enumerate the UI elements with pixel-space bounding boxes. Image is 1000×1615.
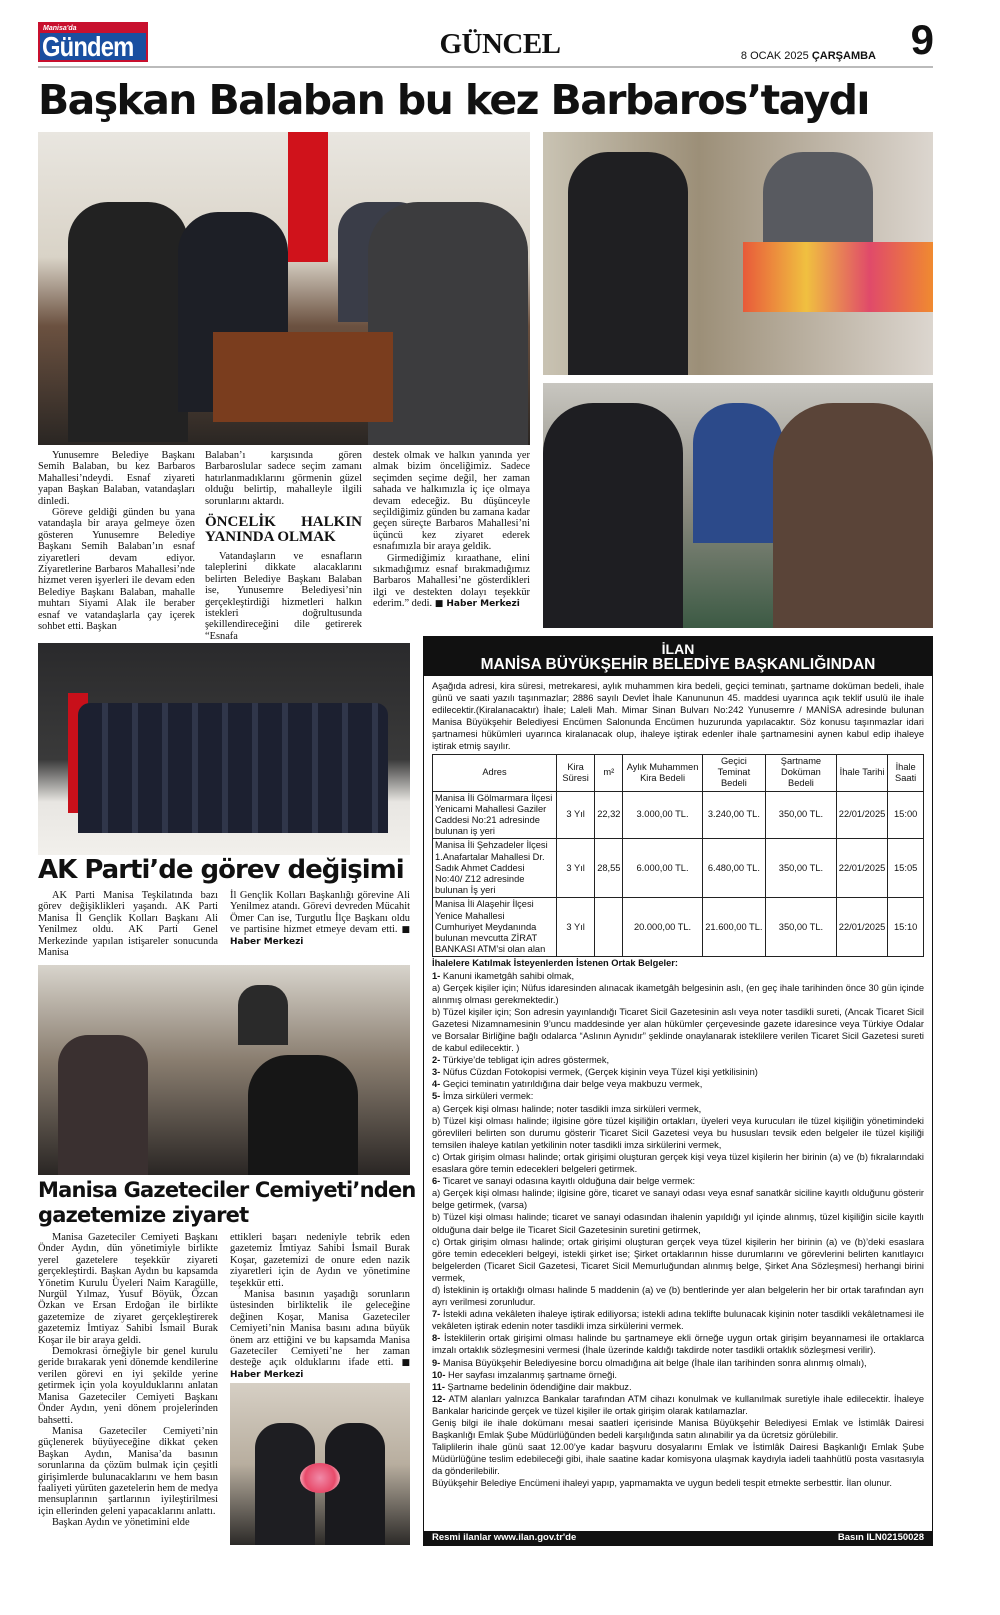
requirement-item (432, 1211, 924, 1235)
requirement-item (432, 1393, 924, 1417)
requirement-text: İstekli adına vekâleten ihaleye iştirak ediliyorsa; istekli adına teklifte bulunacak kişinin noter tasdikli vekâletnamesi ile vekâleten iştirak edenin noter tasdikli imza sirkülerini vermek. (432, 1309, 924, 1332)
table-cell: 3 Yıl (557, 839, 595, 898)
paragraph: Balaban’ı karşısında gören Barbaroslular sadece seçim zamanı hatırlanmadıklarını görmenin güzel olduğu belirtip, mahalleyle ilgili sorunlarını aktardı. (205, 450, 362, 507)
column-header: m² (595, 755, 623, 792)
requirement-text: Nüfus Cüzdan Fotokopisi vermek, (Gerçek kişinin veya Tüzel kişi yetkilisinin) (442, 1067, 758, 1078)
photo-handshake (543, 383, 933, 628)
requirement-text: b) Tüzel kişi olması halinde; ticaret ve sanayi odasından ihalenin yapıldığı yıl içinde alınmış, tüzel kişiliğin sicile kayıtlı olduğuna dair belge ile Ticaret Sicil Gazetesinin suretini getirmek, (432, 1212, 924, 1235)
requirement-item (432, 1151, 924, 1175)
requirement-text: Manisa Büyükşehir Belediyesine borcu olmadığına ait belge (İhale ilan tarihinden sonra alınmış olmalı), (442, 1357, 867, 1368)
requirement-number: 5- (432, 1091, 441, 1102)
requirement-item (432, 1236, 924, 1284)
notice-header (424, 637, 932, 676)
flower-bouquet-image (300, 1463, 340, 1493)
requirement-item (432, 982, 924, 1006)
table-cell: 350,00 TL. (766, 839, 837, 898)
person-silhouette (68, 202, 188, 442)
paragraph: ettikleri başarı nedeniyle tebrik eden gazetemiz İmtiyaz Sahibi İsmail Burak Koşar, gazetemizi de onure eden nazik ziyaretleri için de Aydın ve yönetimine teşekkür etti. (230, 1232, 410, 1289)
section-title: GÜNCEL (439, 28, 561, 60)
table-row (433, 791, 924, 839)
requirement-text: b) Tüzel kişiler için; Son adresin yayınlandığı Ticaret Sicil Gazetesinin aslı veya noter tasdikli sureti, (Ancak Ticaret Sicil Gazetesi Nizamnamesinin 9’uncu maddesinde yer alan hükümler çerçevesinde gazete idaresince veya Türkiye Odalar ve Borsalar Birliğine bağlı odalarca “Aslının Aynıdır” şeklinde onaylanarak isteklilere verilen Ticaret Sicil Gazetesi sureti de kabul edilecektir. ) (432, 1006, 924, 1054)
person-silhouette (58, 1035, 148, 1175)
group-silhouette (78, 703, 388, 833)
table-row (433, 839, 924, 898)
notice-footer-code: Basın ILN02150028 (837, 1532, 924, 1543)
requirement-text: c) Ortak girişim olması halinde; ortak girişimi oluşturan gerçek veya tüzel kişilerin her birinin (a) ve (b)’deki esaslara göre temin edecekleri belgeyi, istekli şirket ise; Şirket ortaklarının hisse durumlarını ve görevlerini belirten kanıtlayıcı belgelerden (Ticaret Sicil Gazetesi, Ticaret Sicil Memurluğundan alınmış belge, Şirket Ana Sözleşmesi) herhangi birini vermek, (432, 1236, 924, 1283)
page-number: 9 (910, 16, 934, 63)
table-body (433, 791, 924, 957)
table-cell: 22/01/2025 (836, 791, 888, 839)
photo-ak-parti-group (38, 643, 410, 855)
headline-ak-parti: AK Parti’de görev değişimi (38, 855, 404, 885)
date-text: 8 OCAK 2025 (740, 50, 809, 62)
paragraph-text: İl Gençlik Kolları Başkanlığı görevine Ali Yenilmez atandı. Görevi devreden Mücahit Ömer Can ise, Turgutlu İlçe Başkanı oldu ve partisine hizmet etmeye devam etti. (230, 890, 410, 936)
notice-requirements (424, 957, 932, 1489)
requirement-item (432, 1066, 924, 1078)
paragraph-text: Manisa basının yaşadığı sorunların üstesinden birliktelik ile geleceğine değinen Koşar, Manisa Gazeteciler Cemiyeti’nin Manisa basını adına büyük önem arz ettiğini ve bu kapsamda Manisa Gazeteciler Cemiyeti’ne her zaman desteğe açık olduklarını ifade etti. (230, 1289, 410, 1369)
requirement-item (432, 1308, 924, 1332)
article1-subheading: ÖNCELİK HALKIN YANINDA OLMAK (205, 514, 362, 546)
headline-balaban: Başkan Balaban bu kez Barbaros’taydı (38, 76, 869, 124)
requirement-text: Geniş bilgi ile ihale dokümanı mesai saatleri içerisinde Manisa Büyükşehir Belediyesi Emlak ve İstimlâk Dairesi Başkanlığı Emlak Şube Müdürlüğünden bedeli karşılığında satın alınabilir ya da ücretsiz görülebilir. (432, 1418, 924, 1441)
requirement-number: 10- (432, 1369, 446, 1380)
column-header: Kira Süresi (557, 755, 595, 792)
header-rule (38, 66, 933, 68)
article2-column-1 (38, 890, 218, 958)
paragraph: Manisa Gazeteciler Cemiyeti’nin güçlenerek büyüyeceğine dikkat çeken Başkan Aydın, Manisa’da basının sorunlarına da çözüm bulmak için çeşitli girişimlerde bulunacaklarını ve hem basın faaliyeti yürüten gazetelerin hem de medya mensuplarının şartlarının iyileştirilmesi için ellerinden geleni yapacaklarını anlattı. (38, 1425, 218, 1517)
photo-flower-presentation (230, 1383, 410, 1545)
byline: ■ Haber Merkezi (230, 1358, 410, 1380)
article1-column-2 (205, 450, 362, 642)
table-cell: Manisa İli Gölmarmara İlçesi Yenicami Mahallesi Gaziler Caddesi No:21 adresinde bulunan iş yeri (433, 791, 557, 839)
requirement-text: Taliplilerin ihale günü saat 12.00’ye kadar başvuru dosyalarını Emlak ve İstimlâk Dairesi Başkanlığı Emlak Şube Müdürlüğüne teslim edebileceği gibi, ihale saatine kadar komisyona ulaşmak kaydıyla iadeli taahhütlü posta vasıtasıyla da gönderilebilir. (432, 1442, 924, 1477)
byline: ■ Haber Merkezi (230, 925, 410, 947)
requirement-number: 8- (432, 1333, 441, 1344)
requirement-text: Büyükşehir Belediye Encümeni ihaleyi yapıp, yapmamakta ve uygun bedeli tespit etmekte serbesttir. İlan olunur. (432, 1478, 892, 1489)
requirement-text: İsteklilerin ortak girişimi olması halinde bu şartnameye ekli örneğe uygun ortak girişim beyannamesi ile ortaklarca imzalı ortaklık sözleşmesini vermesi (İhale üzerinde kaldığı takdirde noter tasdikli ortaklık sözleşmesi verilir). (432, 1333, 924, 1356)
paragraph: Vatandaşların ve esnafların taleplerini dikkate alacaklarını belirten Belediye Başkanı Balaban ise, Yunusemre Belediyesi’nin gerçekleştirdiği hizmetleri halkın istekleri doğrultusunda şekillendireceğini dile getirerek “Esnafa (205, 551, 362, 642)
table-cell: 3.000,00 TL. (623, 791, 702, 839)
requirement-number: 12- (432, 1393, 446, 1404)
products-image (743, 242, 933, 312)
requirement-item (432, 1332, 924, 1356)
paragraph (230, 1289, 410, 1380)
requirement-item (432, 1441, 924, 1477)
requirement-item (432, 970, 924, 982)
requirement-text: Türkiye’de tebligat için adres göstermek, (442, 1055, 610, 1066)
requirement-item (432, 1357, 924, 1369)
requirement-item (432, 1006, 924, 1054)
newspaper-logo (38, 22, 148, 62)
table-row (433, 898, 924, 957)
requirement-item (432, 1369, 924, 1381)
byline: ■ Haber Merkezi (434, 599, 520, 610)
requirement-number: 7- (432, 1309, 441, 1320)
requirement-text: d) İsteklinin iş ortaklığı olması halinde 5 maddenin (a) ve (b) bentlerinde yer alan belgelerin her bir ortak tarafından ayrı ayrı verilmesi zorunludur. (432, 1284, 924, 1308)
table-image (213, 332, 393, 422)
paragraph: Göreve geldiği günden bu yana vatandaşla bir araya gelmeye özen gösteren Yunusemre Belediye Başkanı Semih Balaban’ın esnaf ziyaretleri devam ediyor. Ziyaretlerine Barbaros Mahallesi’nde hizmet veren işyerleri ile devam eden Belediye Başkanı Balaban, mahalle muhtarı Siyami Alak ile beraber esnaf ve vatandaşlarla çay içerek sohbet etti. Başkan (38, 507, 195, 633)
article3-column-2 (230, 1232, 410, 1380)
requirement-number: 3- (432, 1067, 441, 1078)
requirement-text: Her sayfası imzalanmış şartname örneği. (448, 1369, 617, 1380)
notice-intro: Aşağıda adresi, kira süresi, metrekaresi, aylık muhammen kira bedeli, geçici teminatı, şartname doküman bedeli, ihale günü ve saati yazılı taşınmazlar; 2886 sayılı Devlet İhale Kanununun 45. maddesi uyarınca açık teklif usulü ile ihale edilecektir.(Kiralanacaktır) İhale; Laleli Mah. Mimar Sinan Bulvarı No:242 Yunusemre / MANİSA adresinde bulunan Manisa Büyükşehir Belediyesi Encümen Salonunda Encümen huzurunda yapılacaktır. Söz konusu taşınmazlar idari şartnamesi hükümleri uyarınca kiralanacak olup, ihaleye iştirak edenler ihale şartnamesini aynen kabul edip ihaleye iştirak etmiş sayılır. (432, 681, 924, 751)
requirement-text: a) Gerçek kişi olması halinde; ilgisine göre, ticaret ve sanayi odası veya esnaf sanatkâr siciline kayıtlı olduğunu gösterir belge getirmek, (varsa) (432, 1188, 924, 1211)
table-cell: 22,32 (595, 791, 623, 839)
table-cell: 350,00 TL. (766, 791, 837, 839)
notice-footer (424, 1531, 932, 1545)
table-cell: 15:10 (888, 898, 924, 957)
logo-small-text: Manisa'da (40, 24, 146, 33)
headline-line: gazetemize ziyaret (38, 1203, 249, 1227)
requirement-text: Şartname bedelinin ödendiğine dair makbuz. (447, 1381, 632, 1392)
paragraph: Demokrasi örneğiyle bir genel kurulu geride bırakarak yeni dönemde kendilerine verilen görevi en iyi şekilde yerine getirmek için yola koyulduklarını anlatan Manisa Gazeteciler Cemiyeti Başkanı Önder Aydın, yeni dönem projelerinden bahsetti. (38, 1346, 218, 1426)
person-silhouette (248, 1055, 358, 1175)
article1-column-3 (373, 450, 530, 610)
table-cell: 350,00 TL. (766, 898, 837, 957)
paragraph: Yunusemre Belediye Başkanı Semih Balaban, bu kez Barbaros Mahallesi’ndeydi. Esnaf ziyareti yapan Başkan Balaban, vatandaşları dinledi. (38, 450, 195, 507)
requirement-text: ATM alanları yalnızca Bankalar tarafından ATM cihazı konulmak ve kullanılmak suretiyle ihale edilecektir. İhaleye Bankalar haricinde gerçek ve tüzel kişiler ile ortak girişim olarak katılamazlar. (432, 1393, 924, 1416)
table-cell: 20.000,00 TL. (623, 898, 702, 957)
requirement-text: c) Ortak girişim olması halinde; ortak girişimi oluşturan gerçek kişi veya tüzel kişilerin her birinin (a) ve (b) fıkralarındaki esaslara göre temin edecekleri belgeleri getirmek. (432, 1151, 924, 1175)
paragraph: Manisa Gazeteciler Cemiyeti Başkanı Önder Aydın, dün yönetimiyle birlikte yerel gazetelere teşekkür ziyareti gerçekleştirdi. Başkan Aydın bu kapsamda Yönetim Kurulu Üyeleri Naim Karagülle, Nurgül Yılmaz, Yusuf Böyük, Özcan Özkan ve Ersan Erdoğan ile birlikte gazetemize de ziyaret gerçekleştirerek gazetemiz İmtiyaz Sahibi İsmail Burak Koşar ile bir araya geldi. (38, 1232, 218, 1346)
table-cell: 6.480,00 TL. (702, 839, 765, 898)
requirement-text: b) Tüzel kişi olması halinde; ilgisine göre tüzel kişiliğin ortakları, üyeleri veya kurucuları ile tüzel kişiliğin yönetimindeki görevlileri belirten son durumu gösterir Ticaret Sicil Gazetesi veya bu hususları tevsik eden belgeler ile tüzel kişiliği temsilen ihaleye katılan yetkilinin noter tasdikli imza sirkülerini vermek, (432, 1115, 924, 1150)
column-header: Şartname Doküman Bedeli (766, 755, 837, 792)
requirement-item (432, 1078, 924, 1090)
requirement-item (432, 1187, 924, 1211)
requirement-item (432, 1381, 924, 1393)
notice-label: İLAN (661, 641, 695, 657)
article3-column-1 (38, 1232, 218, 1529)
requirement-text: İmza sirküleri vermek: (442, 1091, 534, 1102)
requirement-number: 2- (432, 1055, 441, 1066)
person-silhouette (773, 403, 933, 628)
person-silhouette (693, 403, 783, 543)
paragraph: destek olmak ve halkın yanında yer almak bizim önceliğimiz. Sadece seçimden seçime değil, her zaman sahada ve halkımızla iç içe olmaya devam edeceğiz. Bu düşünceyle seçildiğimiz günden bu zamana kadar geçen süreçte Barbaros Mahallesi’ni üçüncü kez ziyaret ederek esnafımızla bir araya geldik. (373, 450, 530, 553)
requirement-item (432, 1115, 924, 1151)
requirement-text: Geçici teminatın yatırıldığına dair belge veya makbuzu vermek, (442, 1079, 703, 1090)
person-silhouette (763, 152, 873, 242)
requirement-item (432, 1090, 924, 1102)
notice-issuer: MANİSA BÜYÜKŞEHİR BELEDİYE BAŞKANLIĞINDAN (480, 656, 876, 673)
table-cell: 22/01/2025 (836, 839, 888, 898)
paragraph (373, 553, 530, 610)
requirement-text: Kanuni ikametgâh sahibi olmak, (442, 970, 575, 981)
requirement-number: 11- (432, 1381, 445, 1392)
column-header: Geçici Teminat Bedeli (702, 755, 765, 792)
person-silhouette (543, 403, 683, 628)
issue-date (720, 50, 876, 62)
person-silhouette (568, 152, 688, 375)
requirement-number: 4- (432, 1079, 441, 1090)
requirement-item (432, 1477, 924, 1489)
table-cell: 3.240,00 TL. (702, 791, 765, 839)
headline-gazeteciler (38, 1178, 416, 1228)
table-cell: 15:05 (888, 839, 924, 898)
column-header: Aylık Muhammen Kira Bedeli (623, 755, 702, 792)
photo-gazeteciler-visit (38, 965, 410, 1175)
article1-column-1 (38, 450, 195, 633)
paragraph: AK Parti Manisa Teşkilatında bazı görev değişiklikleri yaşandı. AK Parti Manisa İl Gençlik Kolları Başkanı Ali Yenilmez oldu. AK Parti Genel Merkezinde yapılan istişareler sonucunda Manisa (38, 890, 218, 959)
weekday-text: ÇARŞAMBA (811, 50, 876, 62)
table-cell: 28,55 (595, 839, 623, 898)
requirement-item (432, 1417, 924, 1441)
requirement-item (432, 1175, 924, 1187)
table-cell: 3 Yıl (557, 791, 595, 839)
official-notice (423, 636, 933, 1546)
requirement-text: Ticaret ve sanayi odasına kayıtlı olduğuna dair belge vermek: (442, 1176, 696, 1187)
notice-footer-website: Resmi ilanlar www.ilan.gov.tr'de (432, 1532, 577, 1543)
table-cell: 21.600,00 TL. (702, 898, 765, 957)
requirement-item (432, 1103, 924, 1115)
column-header: İhale Tarihi (836, 755, 888, 792)
requirement-number: 6- (432, 1176, 441, 1187)
requirement-item (432, 1284, 924, 1308)
paragraph-text: Girmediğimiz kıraathane, elini sıkmadığımız esnaf bırakmadığımız Barbaros Mahallesi’ne gösterdikleri ilgi ve destekten dolayı teşekkür ederim.” dedi. (373, 552, 530, 610)
requirement-text: a) Gerçek kişiler için; Nüfus idaresinden alınacak ikametgâh belgesinin aslı, (en geç ihale tarihinden önce 30 gün içinde alınmış olması gerekmektedir.) (432, 982, 924, 1005)
table-cell: 22/01/2025 (836, 898, 888, 957)
requirement-number: 1- (432, 970, 441, 981)
requirements-title: İhalelere Katılmak İsteyenlerden İstenen Ortak Belgeler: (432, 958, 678, 969)
requirement-number: 9- (432, 1357, 441, 1368)
photo-office-meeting (38, 132, 530, 445)
column-header: İhale Saati (888, 755, 924, 792)
table-cell: 3 Yıl (557, 898, 595, 957)
column-header: Adres (433, 755, 557, 792)
table-cell: Manisa İli Şehzadeler İlçesi 1.Anafartalar Mahallesi Dr. Sadık Ahmet Caddesi No:40/ Z12 adresinde bulunan İş yeri (433, 839, 557, 898)
paragraph: Başkan Aydın ve yönetimini elde (52, 1517, 190, 1529)
person-silhouette (238, 985, 288, 1045)
table-cell: Manisa İli Alaşehir İlçesi Yenice Mahallesi Cumhuriyet Meydanında bulunan mevcutta ZİRAT BANKASI ATM’si olan alan (433, 898, 557, 957)
requirement-item (432, 1054, 924, 1066)
table-header-row (433, 755, 924, 792)
tender-table (432, 754, 924, 957)
table-cell: 6.000,00 TL. (623, 839, 702, 898)
requirement-text: a) Gerçek kişi olması halinde; noter tasdikli imza sirküleri vermek, (432, 1103, 702, 1114)
flag-image (288, 132, 328, 262)
paragraph (230, 890, 410, 947)
logo-name: Gündem (42, 31, 134, 62)
headline-line: Manisa Gazeteciler Cemiyeti’nden (38, 1178, 416, 1202)
table-cell (595, 898, 623, 957)
table-cell: 15:00 (888, 791, 924, 839)
photo-shop-visit (543, 132, 933, 375)
article2-column-2 (230, 890, 410, 947)
